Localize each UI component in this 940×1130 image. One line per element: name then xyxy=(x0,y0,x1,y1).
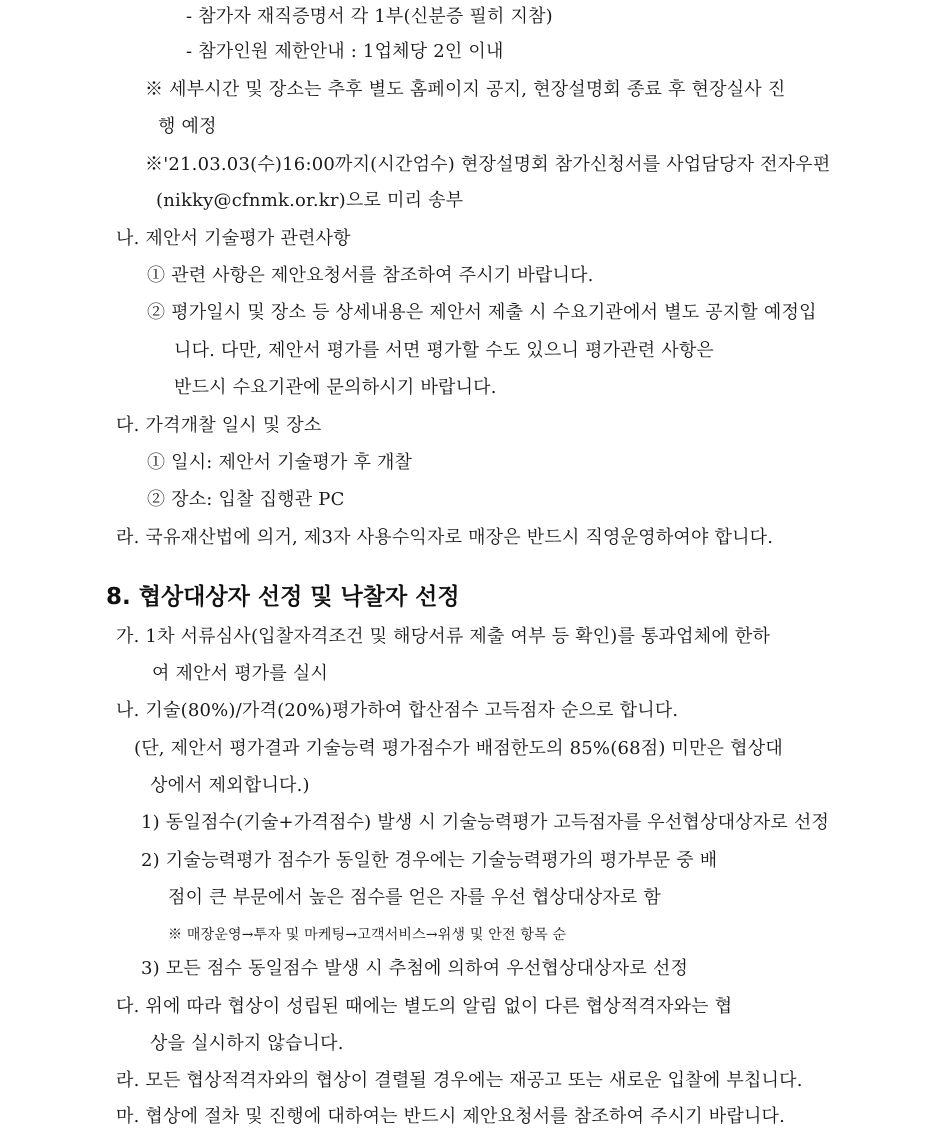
tie-rule-2: 2) 기술능력평가 점수가 동일한 경우에는 기술능력평가의 평가부문 중 배 xyxy=(141,850,718,871)
price-opening-subheading: 다. 가격개찰 일시 및 장소 xyxy=(116,415,322,436)
tie-rule-3: 3) 모든 점수 동일점수 발생 시 추첨에 의하여 우선협상대상자로 선정 xyxy=(141,958,689,979)
screening-item-cont: 여 제안서 평가를 실시 xyxy=(152,663,329,684)
price-opening-date: ① 일시: 제안서 기술평가 후 개찰 xyxy=(147,452,413,473)
scoring-exclusion-note: (단, 제안서 평가결과 기술능력 평가점수가 배점한도의 85%(68점) 미만은 협상대 xyxy=(134,738,783,759)
tech-eval-item-2: ② 평가일시 및 장소 등 상세내용은 제안서 제출 시 수요기관에서 별도 공지할 예정입 xyxy=(147,302,817,323)
section-8-heading: 8. 협상대상자 선정 및 낙찰자 선정 xyxy=(106,584,460,610)
tie-rule-2-cont: 점이 큰 부문에서 높은 점수를 얻은 자를 우선 협상대상자로 함 xyxy=(168,887,661,908)
negotiation-item: 다. 위에 따라 협상이 성립된 때에는 별도의 알림 없이 다른 협상적격자와는 협 xyxy=(116,996,733,1017)
tech-eval-item-2-cont: 니다. 다만, 제안서 평가를 서면 평가할 수도 있으니 평가관련 사항은 xyxy=(174,340,715,361)
tech-eval-item-2-cont2: 반드시 수요기관에 문의하시기 바랍니다. xyxy=(174,377,497,398)
schedule-note-cont: 행 예정 xyxy=(158,116,217,137)
procedure-item: 마. 협상에 절차 및 진행에 대하여는 반드시 제안요청서를 참조하여 주시기 바랍니다. xyxy=(116,1106,786,1127)
schedule-note: ※ 세부시간 및 장소는 추후 별도 홈페이지 공지, 현장설명회 종료 후 현장실사 진 xyxy=(145,79,786,100)
attendee-document-item: - 참가자 재직증명서 각 1부(신분증 필히 지참) xyxy=(186,6,553,27)
application-note: ※'21.03.03(수)16:00까지(시간엄수) 현장설명회 참가신청서를 사업담당자 전자우편 xyxy=(145,154,831,175)
tech-eval-item-1: ① 관련 사항은 제안요청서를 참조하여 주시기 바랍니다. xyxy=(147,265,594,286)
screening-item: 가. 1차 서류심사(입찰자격조건 및 해당서류 제출 여부 등 확인)를 통과업체에 한하 xyxy=(116,626,771,647)
rebid-item: 라. 모든 협상적격자와의 협상이 결렬될 경우에는 재공고 또는 새로운 입찰에 부칩니다. xyxy=(116,1070,803,1091)
tie-rule-1: 1) 동일점수(기술+가격점수) 발생 시 기술능력평가 고득점자를 우선협상대상자로 선정 xyxy=(141,812,830,833)
application-note-cont: (nikky@cfnmk.or.kr)으로 미리 송부 xyxy=(156,190,464,211)
evaluation-order-note: ※ 매장운영→투자 및 마케팅→고객서비스→위생 및 안전 항목 순 xyxy=(168,927,567,943)
tech-eval-subheading: 나. 제안서 기술평가 관련사항 xyxy=(116,228,351,249)
scoring-exclusion-cont: 상에서 제외합니다.) xyxy=(150,775,310,796)
attendee-limit-item: - 참가인원 제한안내 : 1업체당 2인 이내 xyxy=(186,41,504,62)
negotiation-item-cont: 상을 실시하지 않습니다. xyxy=(150,1033,344,1054)
price-opening-place: ② 장소: 입찰 집행관 PC xyxy=(147,489,345,510)
property-law-note: 라. 국유재산법에 의거, 제3자 사용수익자로 매장은 반드시 직영운영하여야 합니다. xyxy=(116,527,774,548)
scoring-item: 나. 기술(80%)/가격(20%)평가하여 합산점수 고득점자 순으로 합니다. xyxy=(116,700,679,721)
